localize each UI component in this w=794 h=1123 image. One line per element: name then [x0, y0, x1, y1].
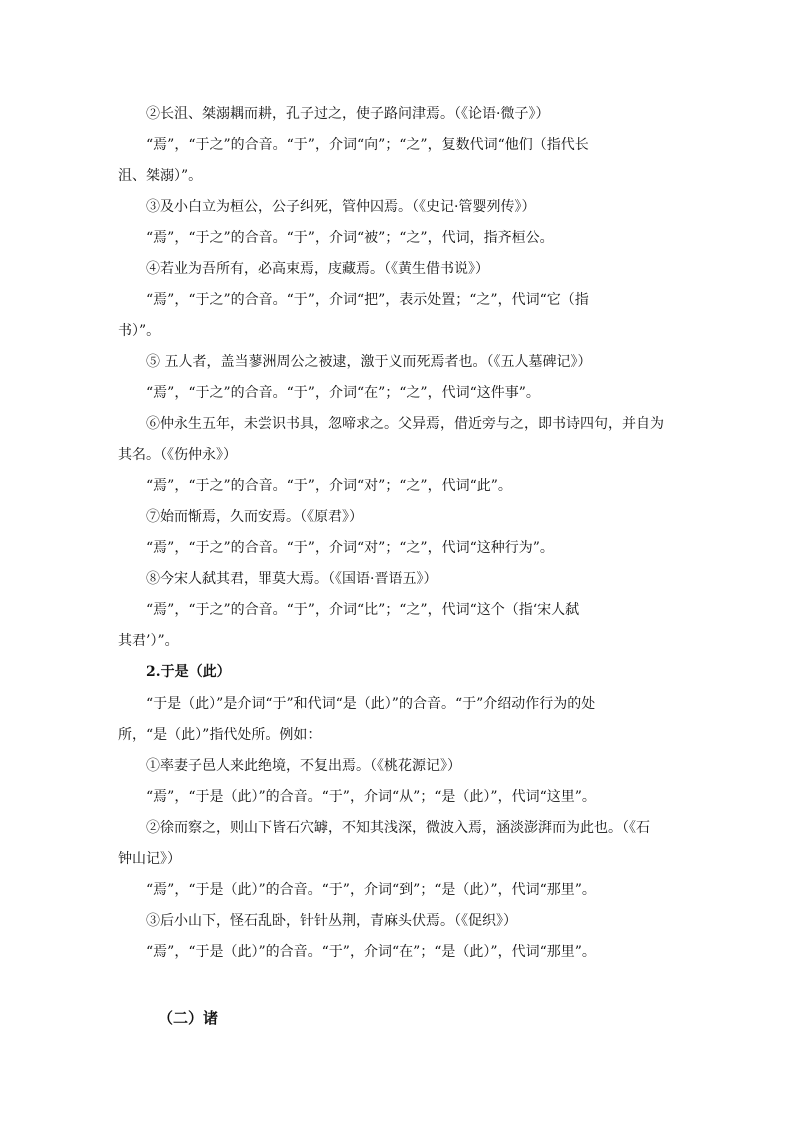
example-8-guoyu: ⑧今宋人弑其君，罪莫大焉。（《国语·晋语五》） [146, 571, 438, 587]
example-7-yuanjun: ⑦始而惭焉，久而安焉。（《原君》） [146, 509, 363, 525]
example-2-shizhongshan: ②徐而察之，则山下皆石穴罅，不知其浅深，微波入焉，涵淡澎湃而为此也。（《石 [146, 820, 650, 836]
explanation-line: “焉”，“于之”的合音。“于”，介词“向”；“之”，复数代词“他们（指代长 [146, 137, 589, 153]
section-intro: “于是（此）”是介词“于”和代词“是（此）”的合音。“于”介绍动作行为的处 [146, 696, 596, 712]
example-6-cont: 其名。（《伤仲永》） [118, 447, 237, 463]
explanation-line: “焉”，“于之”的合音。“于”，介词“对”；“之”，代词“此”。 [146, 478, 512, 494]
example-2-lunyu: ②长沮、桀溺耦而耕，孔子过之，使子路问津焉。（《论语·微子》） [146, 106, 550, 122]
example-4-huangsheng: ④若业为吾所有，必高束焉，庋藏焉。（《黄生借书说》） [146, 261, 489, 277]
example-5-wuren: ⑤ 五人者，盖当蓼洲周公之被逮，激于义而死焉者也。（《五人墓碑记》） [146, 354, 592, 370]
example-3-cuzhi: ③后小山下，怪石乱卧，针针丛荆，青麻头伏焉。（《促织》） [146, 913, 517, 929]
section-intro-cont: 所，“是（此）”指代处所。例如： [118, 727, 322, 743]
example-6-zhongyong: ⑥仲永生五年，未尝识书具，忽啼求之。父异焉，借近旁与之，即书诗四句，并自为 [146, 416, 664, 432]
explanation-cont: 书）”。 [118, 323, 161, 339]
explanation-line: “焉”，“于是（此）”的合音。“于”，介词“在”；“是（此）”，代词“那里”。 [146, 944, 596, 960]
section-heading-zhu: （二）诸 [158, 1009, 219, 1027]
section-heading-yushi: 2.于是（此） [146, 664, 231, 680]
example-2-cont: 钟山记》） [118, 851, 181, 867]
example-3-shiji: ③及小白立为桓公，公子纠死，管仲囚焉。（《史记·管婴列传》） [146, 199, 536, 215]
example-1-taohuayuan: ①率妻子邑人来此绝境，不复出焉。（《桃花源记》） [146, 758, 461, 774]
explanation-line: “焉”，“于之”的合音。“于”，介词“在”；“之”，代词“这件事”。 [146, 385, 540, 401]
explanation-line: “焉”，“于之”的合音。“于”，介词“比”；“之”，代词“这个（指‘宋人弑 [146, 602, 580, 618]
explanation-cont: 沮、桀溺）”。 [118, 168, 203, 184]
explanation-line: “焉”，“于之”的合音。“于”，介词“把”，表示处置；“之”，代词“它（指 [146, 292, 589, 308]
explanation-line: “焉”，“于是（此）”的合音。“于”，介词“到”；“是（此）”，代词“那里”。 [146, 882, 596, 898]
explanation-line: “焉”，“于之”的合音。“于”，介词“被”；“之”，代词，指齐桓公。 [146, 230, 554, 246]
explanation-line: “焉”，“于之”的合音。“于”，介词“对”；“之”，代词“这种行为”。 [146, 540, 554, 556]
explanation-cont: 其君’）”。 [118, 633, 179, 649]
explanation-line: “焉”，“于是（此）”的合音。“于”，介词“从”；“是（此）”，代词“这里”。 [146, 789, 596, 805]
